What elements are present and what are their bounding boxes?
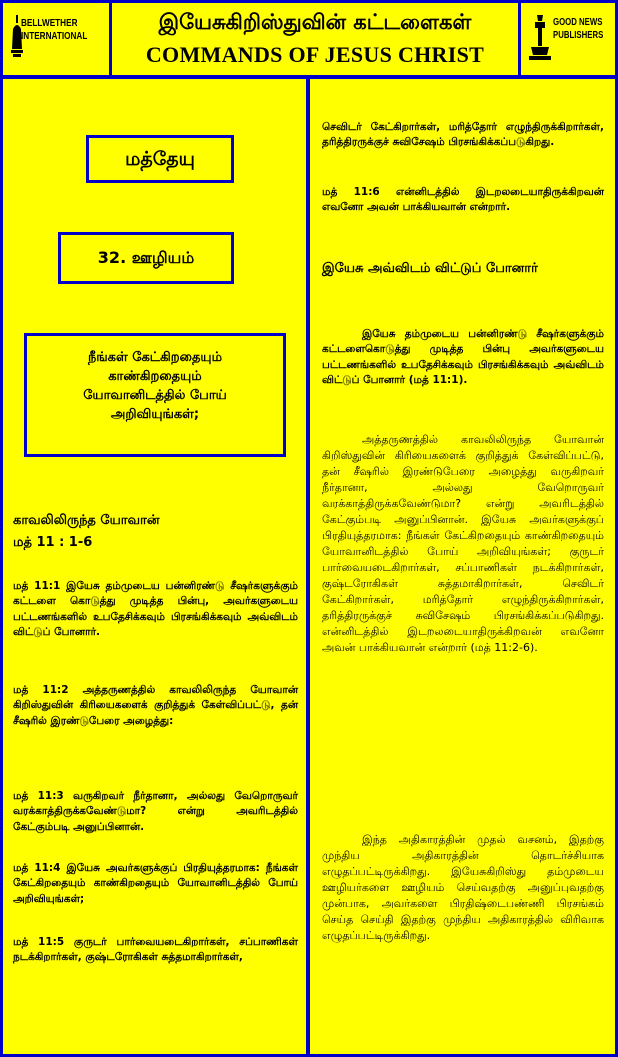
theme-line-3: யோவானிடத்தில் போய் (83, 388, 227, 403)
title-tamil: இயேசுகிறிஸ்துவின் கட்டளைகள் (158, 10, 472, 34)
logo-right-line-2: PUBLISHERS (553, 30, 604, 41)
right-heading: இயேசு அவ்விடம் விட்டுப் போனார் (322, 261, 538, 276)
good-news-logo (521, 3, 615, 75)
page-header (112, 3, 518, 75)
theme-quote (24, 333, 286, 457)
verse-11-4: மத் 11:4 இயேசு அவர்களுக்குப் பிரதியுத்தரமாக: நீங்கள் கேட்கிறதையும் காண்கிறதையும் யோவானிடத்தில் போய் அறிவியுங்கள்; (13, 862, 298, 905)
section-reference: மத் 11 : 1-6 (13, 535, 93, 550)
bellwether-logo (3, 3, 109, 75)
logo-left-line-1: BELLWETHER (21, 18, 78, 29)
verse-11-5: மத் 11:5 குருடர் பார்வையடைகிறார்கள், சப்பாணிகள் நடக்கிறார்கள், குஷ்டரோகிகள் சுத்தமாகிறார்கள், (13, 936, 298, 964)
theme-line-1: நீங்கள் கேட்கிறதையும் (87, 350, 223, 365)
theme-line-4: அறிவியுங்கள்; (110, 407, 200, 422)
verse-11-2: மத் 11:2 அத்தருணத்தில் காவலிலிருந்த யோவான் கிறிஸ்துவின் கிரியைகளைக் குறித்துக் கேள்விப்பட்டு, தன் சீஷரில் இரண்டுபேரை அழைத்து: (13, 684, 298, 727)
title-english: COMMANDS OF JESUS CHRIST (145, 42, 485, 67)
verse-11-1: மத் 11:1 இயேசு தம்முடைய பன்னிரண்டு சீஷர்களுக்கும் கட்டளை கொடுத்து முடித்த பின்பு, அவர்களுடைய பட்டணங்களில் உபதேசிக்கவும் பிரசங்கிக்கவும் அவ்விடம் விட்டுப் போனார். (13, 580, 298, 638)
verse-11-5-continued: செவிடர் கேட்கிறார்கள், மரித்தோர் எழுந்திருக்கிறார்கள், தரித்திரருக்குச் சுவிசேஷம் பிரசங்கிக்கப்படுகிறது. (322, 121, 604, 149)
chapter-title: 32. ஊழியம் (58, 232, 234, 284)
summary-paragraph: இயேசு தம்முடைய பன்னிரண்டு சீஷர்களுக்கும் கட்டளைகொடுத்து முடித்த பின்பு அவர்களுடைய பட்டணங்களில் உபதேசிக்கவும் பிரசங்கிக்கவும் அவ்விடம் விட்டுப் போனார் (மத் 11:1). (322, 328, 604, 386)
book-title: மத்தேயு (86, 135, 234, 183)
good-news-logo-text (553, 16, 603, 42)
bellwether-logo-text (21, 17, 87, 43)
verse-11-3: மத் 11:3 வருகிறவர் நீர்தானா, அல்லது வேறொருவர் வரக்காத்திருக்கவேண்டுமா? என்று அவரிடத்தில் கேட்கும்படி அனுப்பினான். (13, 790, 298, 833)
commentary-paragraph-2: இந்த அதிகாரத்தின் முதல் வசனம், இதற்கு முந்திய அதிகாரத்தின் தொடர்ச்சியாக எழுதப்பட்டிருக்கிறது. இயேசுகிறிஸ்து தம்முடைய ஊழியர்களை ஊழியம் செய்வதற்கு அனுப்புவதற்கு முன்பாக, அவர்களை பிரதிஷ்டைபண்ணி பிரசங்கம் செய்த செய்தி இதற்கு முந்திய அதிகாரத்தில் விரிவாக எழுதப்பட்டிருக்கிறது. (322, 833, 604, 942)
verse-11-6: மத் 11:6 என்னிடத்தில் இடறலடையாதிருக்கிறவன் எவனோ அவன் பாக்கியவான் என்றார். (322, 186, 604, 214)
logo-left-line-2: INTERNATIONAL (21, 31, 88, 42)
theme-line-2: காண்கிறதையும் (108, 369, 202, 384)
lamp-icon (529, 13, 551, 63)
right-column (310, 79, 615, 1054)
commentary-paragraph-1: அத்தருணத்தில் காவலிலிருந்த யோவான் கிறிஸ்துவின் கிரியைகளைக் குறித்துக் கேள்விப்பட்டு, தன் சீஷரில் இரண்டுபேரை அழைத்து வருகிறவர் நீர்தானா, அல்லது வேறொருவர் வரக்காத்திருக்கவேண்டுமா? என்று அவரிடத்தில் கேட்கும்படி அனுப்பினான். இயேசு அவர்களுக்குப் பிரதியுத்தரமாக: நீங்கள் கேட்கிறதையும் காண்கிறதையும் யோவானிடத்தில் போய் அறிவியுங்கள்; குருடர் பார்வையடைகிறார்கள், சப்பாணிகள் நடக்கிறார்கள், குஷ்டரோகிகள் சுத்தமாகிறார்கள், செவிடர் கேட்கிறார்கள், மரித்தோர் எழுந்திருக்கிறார்கள், தரித்திரருக்குச் சுவிசேஷம் பிரசங்கிக்கப்படுகிறது. என்னிடத்தில் இடறலடையாதிருக்கிறவன் எவனோ அவன் பாக்கியவான் என்றார் (மத் 11:2-6). (322, 433, 604, 654)
left-column (3, 79, 306, 1054)
section-heading: காவலிலிருந்த யோவான் (13, 513, 160, 528)
logo-right-line-1: GOOD NEWS (553, 17, 603, 28)
